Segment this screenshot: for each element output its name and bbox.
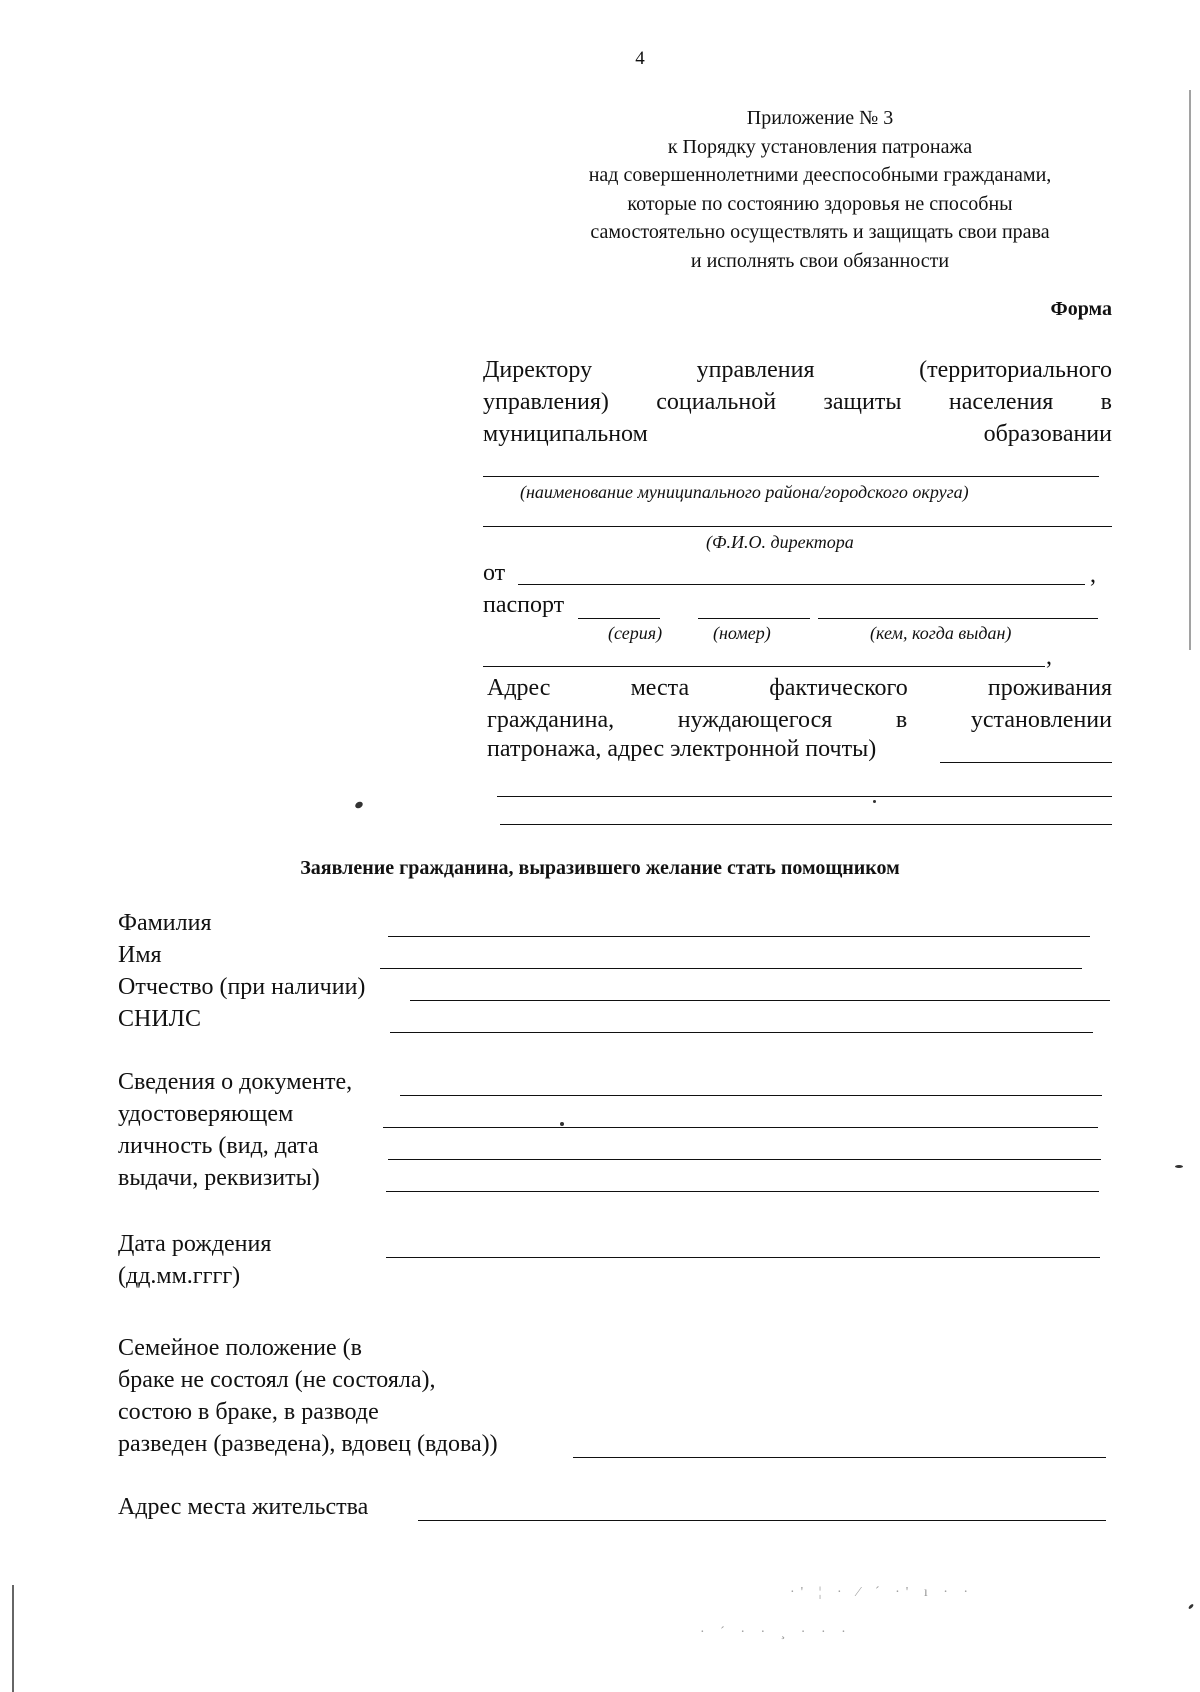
marital-label: Семейное положение (в: [118, 1335, 362, 1361]
scan-dot: [873, 800, 876, 803]
id-doc-label: личность (вид, дата: [118, 1133, 319, 1159]
scan-noise: · ´ · · ¸ · · ·: [700, 1625, 852, 1640]
id-doc-blank-2[interactable]: [383, 1127, 1098, 1128]
appendix-header: [520, 104, 1120, 275]
snils-blank[interactable]: [390, 1032, 1093, 1033]
patronymic-label: Отчество (при наличии): [118, 974, 366, 1000]
snils-label: СНИЛС: [118, 1006, 201, 1032]
from-blank[interactable]: [518, 584, 1085, 585]
address-block: [487, 672, 1112, 736]
scan-dot: [560, 1122, 564, 1126]
appendix-line: самостоятельно осуществлять и защищать свои права: [590, 221, 1050, 243]
address-line: гражданина, нуждающегося в установлении: [487, 707, 1112, 733]
address-blank-2[interactable]: [497, 796, 1112, 797]
id-doc-label: выдачи, реквизиты): [118, 1165, 320, 1191]
id-doc-blank-3[interactable]: [388, 1159, 1101, 1160]
birth-date-label: Дата рождения: [118, 1231, 272, 1257]
surname-blank[interactable]: [388, 936, 1090, 937]
scan-edge-mark: [1189, 90, 1191, 650]
scan-dot: [1188, 1603, 1194, 1609]
addressee-line: муниципальном образовании: [483, 421, 1112, 447]
appendix-line: и исполнять свои обязанности: [690, 249, 950, 272]
appendix-line: над совершеннолетними дееспособными гражданами,: [588, 164, 1052, 186]
passport-continue-blank[interactable]: [483, 666, 1045, 667]
surname-label: Фамилия: [118, 910, 212, 936]
passport-comma: ,: [1046, 644, 1052, 670]
from-label: от: [483, 560, 506, 586]
name-blank[interactable]: [380, 968, 1082, 969]
birth-date-blank[interactable]: [386, 1257, 1100, 1258]
form-label: Форма: [1050, 298, 1112, 320]
id-doc-label: удостоверяющем: [118, 1101, 294, 1127]
address-line: Адрес места фактического проживания: [487, 675, 1112, 701]
residence-label: Адрес места жительства: [118, 1494, 369, 1520]
passport-issued-blank[interactable]: [818, 618, 1098, 619]
patronymic-blank[interactable]: [410, 1000, 1110, 1001]
appendix-line: Приложение № 3: [746, 107, 894, 129]
name-label: Имя: [118, 942, 162, 968]
director-name-blank[interactable]: [483, 526, 1112, 527]
scan-dot: [1175, 1165, 1183, 1168]
marital-label: браке не состоял (не состояла),: [118, 1367, 436, 1393]
number-caption: (номер): [713, 623, 771, 643]
scan-dot: [354, 800, 364, 809]
marital-label: состою в браке, в разводе: [118, 1399, 379, 1425]
scan-edge-mark: [12, 1585, 14, 1692]
scan-noise: ·' ¦ · ⁄ ´ ·' ı · ·: [790, 1585, 975, 1600]
municipality-blank[interactable]: [483, 476, 1099, 477]
appendix-line: которые по состоянию здоровья не способны: [627, 192, 1013, 215]
passport-label: паспорт: [483, 592, 565, 618]
address-blank-3[interactable]: [500, 824, 1112, 825]
addressee-line: Директору управления (территориального: [483, 357, 1112, 383]
addressee-block: [483, 354, 1112, 450]
marital-blank[interactable]: [573, 1457, 1106, 1458]
series-caption: (серия): [608, 623, 663, 643]
municipality-caption: (наименование муниципального района/городского округа): [520, 482, 969, 502]
marital-label: разведен (разведена), вдовец (вдова)): [118, 1431, 498, 1457]
issued-caption: (кем, когда выдан): [870, 623, 1012, 643]
address-line-last: патронажа, адрес электронной почты): [487, 736, 877, 762]
id-doc-blank-4[interactable]: [386, 1191, 1099, 1192]
id-doc-blank-1[interactable]: [400, 1095, 1102, 1096]
director-caption: (Ф.И.О. директора: [706, 532, 854, 552]
passport-series-blank[interactable]: [578, 618, 660, 619]
birth-date-format: (дд.мм.гггг): [118, 1263, 241, 1289]
address-email-blank[interactable]: [940, 762, 1112, 763]
passport-number-blank[interactable]: [698, 618, 810, 619]
residence-blank[interactable]: [418, 1520, 1106, 1521]
statement-title: Заявление гражданина, выразившего желание стать помощником: [300, 857, 900, 879]
from-comma: ,: [1090, 562, 1096, 588]
page-number: 4: [635, 48, 645, 69]
addressee-line: управления) социальной защиты населения в: [483, 389, 1112, 415]
appendix-line: к Порядку установления патронажа: [667, 135, 973, 158]
id-doc-label: Сведения о документе,: [118, 1069, 353, 1095]
